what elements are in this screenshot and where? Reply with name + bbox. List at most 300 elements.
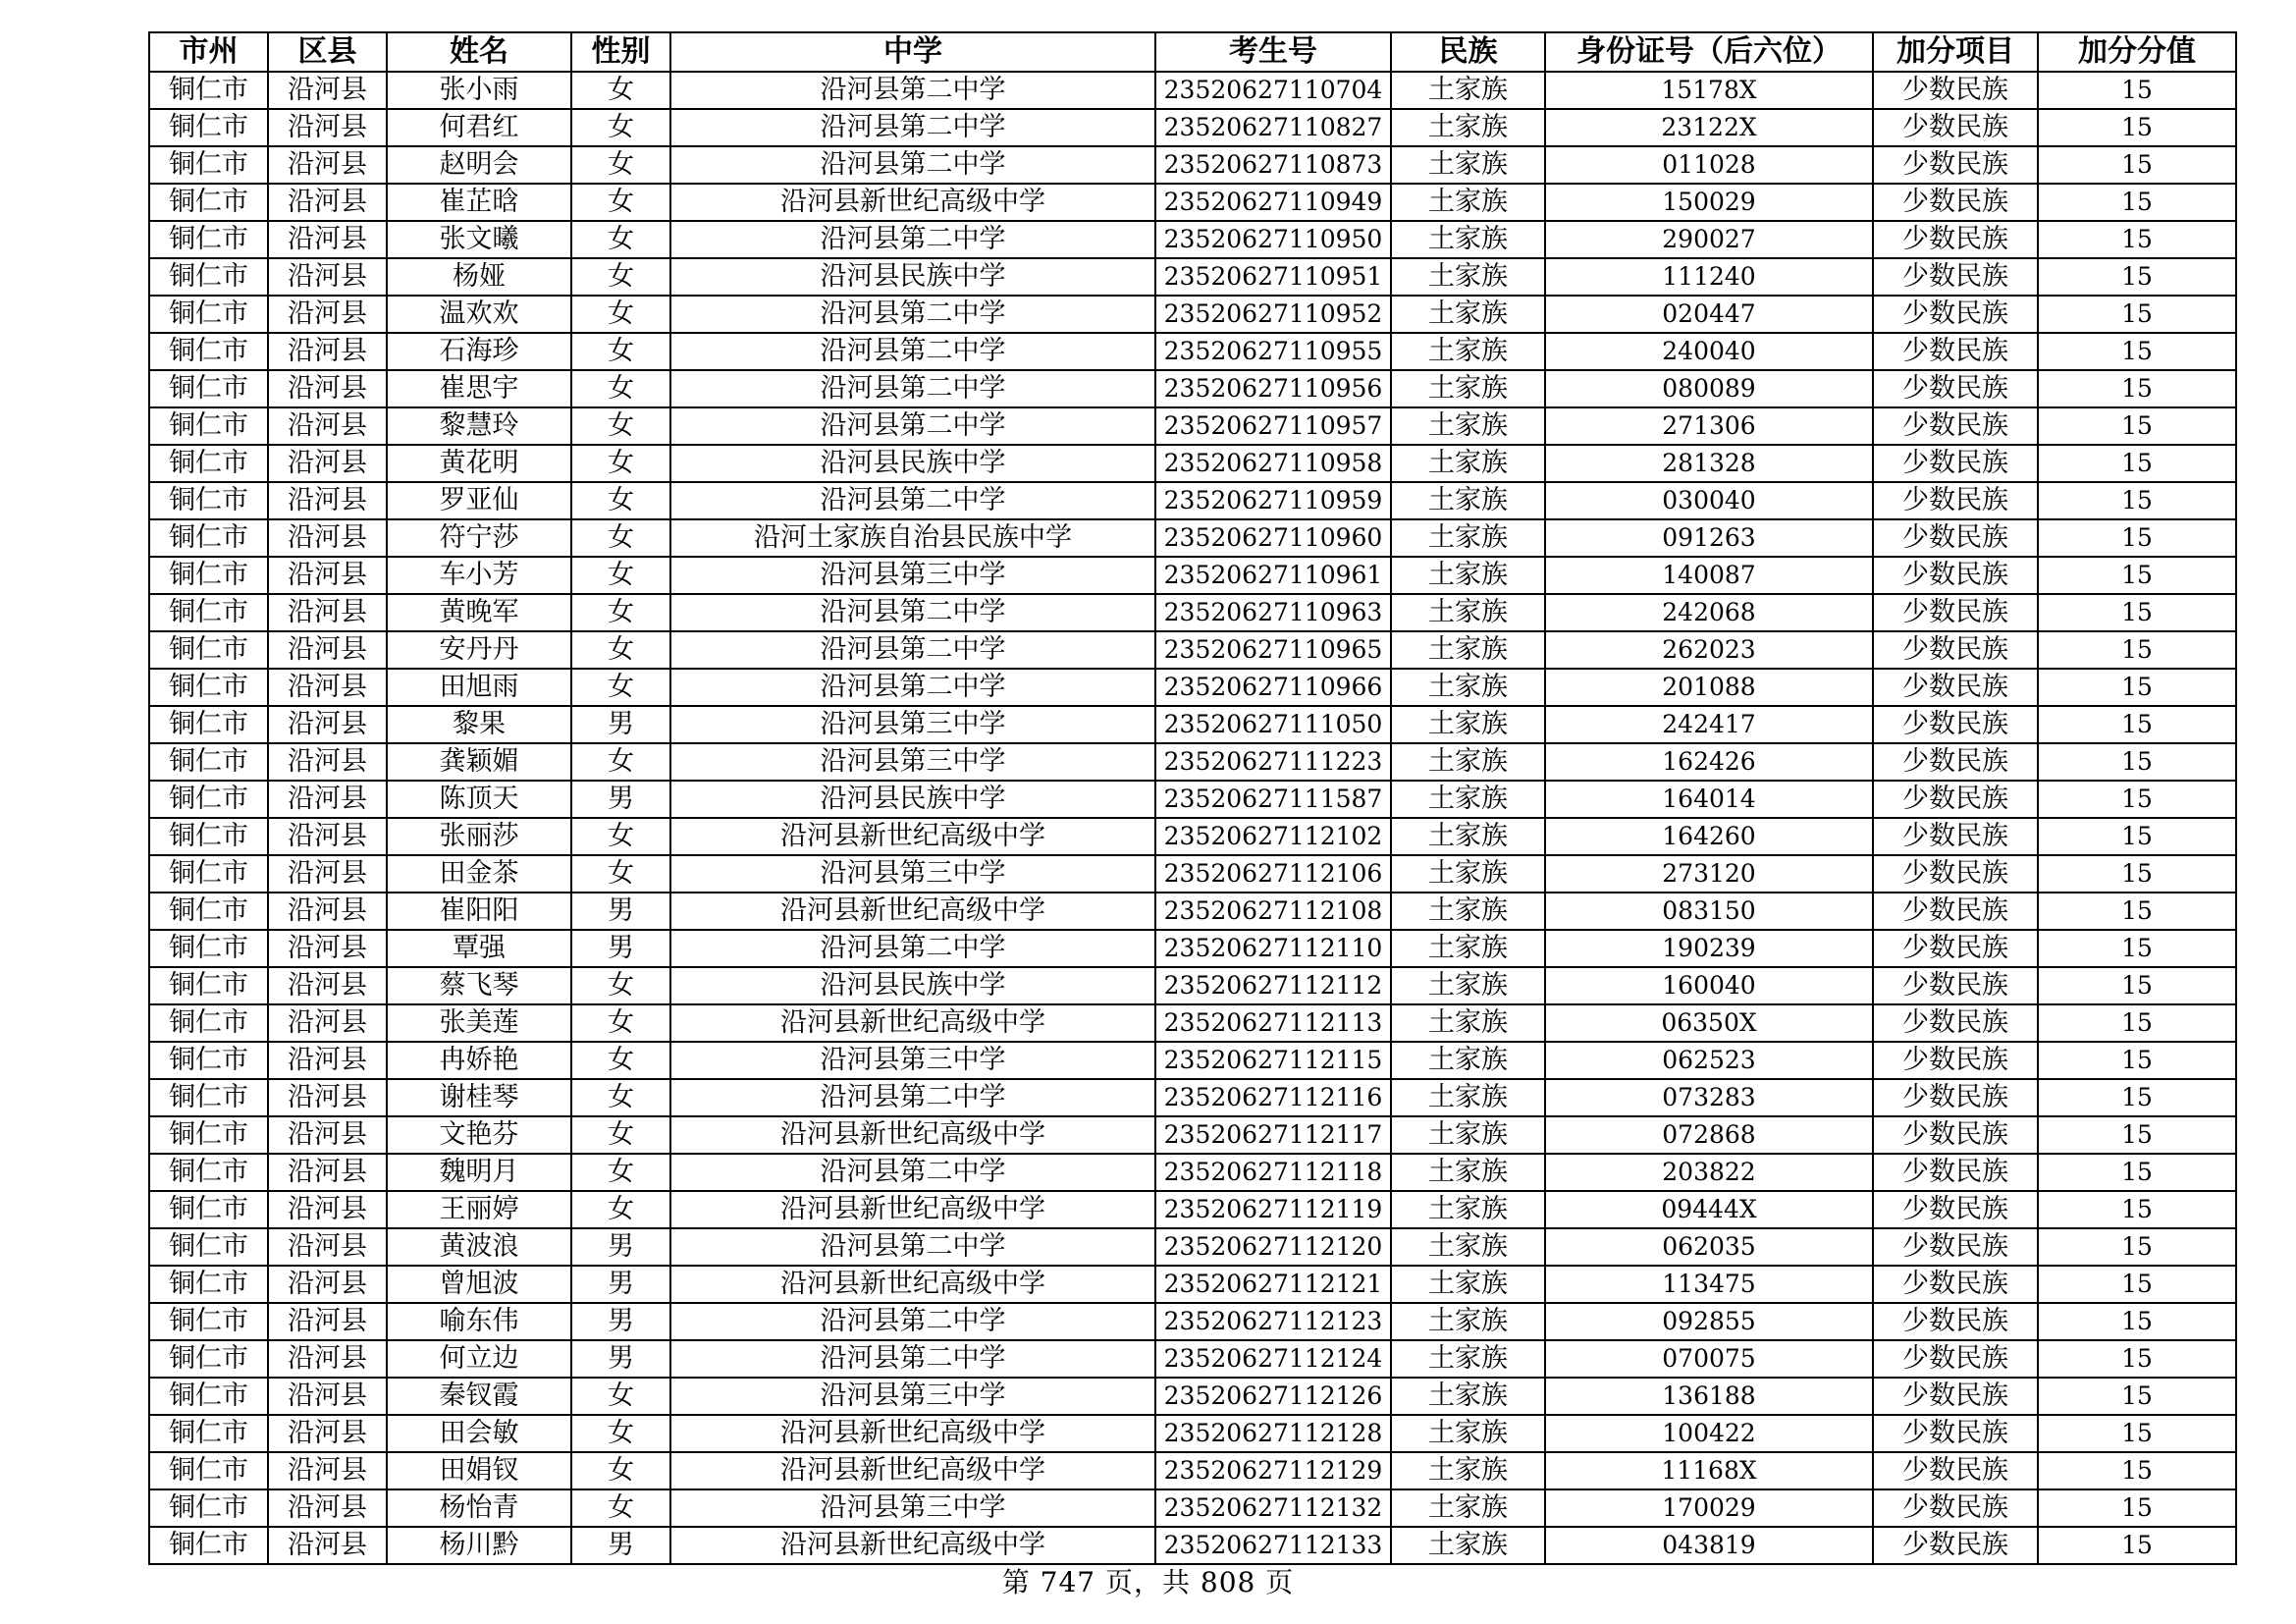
cell-school: 沿河县第三中学 <box>670 1489 1155 1527</box>
cell-ethnicity: 土家族 <box>1391 1191 1545 1228</box>
cell-bonus-value: 15 <box>2038 1004 2236 1042</box>
cell-gender: 女 <box>571 1154 670 1191</box>
table-row <box>149 1116 2236 1154</box>
cell-bonus-item: 少数民族 <box>1873 1079 2038 1116</box>
cell-exam-number: 23520627110952 <box>1155 296 1391 333</box>
cell-name: 杨川黔 <box>387 1527 571 1564</box>
cell-name: 田会敏 <box>387 1415 571 1452</box>
table-row <box>149 258 2236 296</box>
cell-name: 覃强 <box>387 930 571 967</box>
cell-city: 铜仁市 <box>149 1042 268 1079</box>
cell-id-last-six: 273120 <box>1545 855 1873 893</box>
cell-county: 沿河县 <box>268 855 387 893</box>
cell-bonus-value: 15 <box>2038 407 2236 445</box>
cell-id-last-six: 111240 <box>1545 258 1873 296</box>
cell-gender: 男 <box>571 1266 670 1303</box>
cell-bonus-value: 15 <box>2038 370 2236 407</box>
table-row <box>149 1154 2236 1191</box>
cell-ethnicity: 土家族 <box>1391 221 1545 258</box>
cell-bonus-value: 15 <box>2038 482 2236 519</box>
cell-exam-number: 23520627110959 <box>1155 482 1391 519</box>
cell-id-last-six: 240040 <box>1545 333 1873 370</box>
cell-county: 沿河县 <box>268 1116 387 1154</box>
cell-bonus-value: 15 <box>2038 669 2236 706</box>
cell-county: 沿河县 <box>268 1266 387 1303</box>
cell-name: 张美莲 <box>387 1004 571 1042</box>
cell-ethnicity: 土家族 <box>1391 1116 1545 1154</box>
cell-school: 沿河县第三中学 <box>670 743 1155 781</box>
cell-ethnicity: 土家族 <box>1391 370 1545 407</box>
cell-exam-number: 23520627110957 <box>1155 407 1391 445</box>
cell-id-last-six: 190239 <box>1545 930 1873 967</box>
table-row <box>149 1303 2236 1340</box>
cell-bonus-value: 15 <box>2038 184 2236 221</box>
cell-name: 崔思宇 <box>387 370 571 407</box>
cell-id-last-six: 242417 <box>1545 706 1873 743</box>
cell-school: 沿河县第二中学 <box>670 930 1155 967</box>
cell-school: 沿河县第三中学 <box>670 1042 1155 1079</box>
cell-city: 铜仁市 <box>149 1378 268 1415</box>
cell-gender: 女 <box>571 855 670 893</box>
cell-name: 何立边 <box>387 1340 571 1378</box>
table-row <box>149 482 2236 519</box>
cell-school: 沿河县第二中学 <box>670 482 1155 519</box>
cell-name: 龚颖媚 <box>387 743 571 781</box>
cell-ethnicity: 土家族 <box>1391 594 1545 631</box>
cell-bonus-item: 少数民族 <box>1873 706 2038 743</box>
table-row <box>149 1266 2236 1303</box>
cell-bonus-value: 15 <box>2038 72 2236 109</box>
table-row <box>149 631 2236 669</box>
cell-school: 沿河县第三中学 <box>670 706 1155 743</box>
cell-city: 铜仁市 <box>149 445 268 482</box>
cell-id-last-six: 281328 <box>1545 445 1873 482</box>
page-number-footer: 第 747 页，共 808 页 <box>1001 1566 1295 1598</box>
cell-name: 田金茶 <box>387 855 571 893</box>
cell-city: 铜仁市 <box>149 1489 268 1527</box>
cell-bonus-value: 15 <box>2038 221 2236 258</box>
cell-gender: 男 <box>571 893 670 930</box>
table-row <box>149 594 2236 631</box>
cell-exam-number: 23520627110951 <box>1155 258 1391 296</box>
cell-ethnicity: 土家族 <box>1391 1527 1545 1564</box>
cell-county: 沿河县 <box>268 930 387 967</box>
cell-id-last-six: 06350X <box>1545 1004 1873 1042</box>
table-row <box>149 445 2236 482</box>
cell-id-last-six: 164260 <box>1545 818 1873 855</box>
cell-id-last-six: 201088 <box>1545 669 1873 706</box>
cell-bonus-value: 15 <box>2038 1378 2236 1415</box>
cell-gender: 女 <box>571 557 670 594</box>
cell-exam-number: 23520627110950 <box>1155 221 1391 258</box>
cell-school: 沿河县新世纪高级中学 <box>670 1004 1155 1042</box>
cell-ethnicity: 土家族 <box>1391 631 1545 669</box>
data-table-container <box>148 31 2235 1565</box>
cell-name: 黄花明 <box>387 445 571 482</box>
cell-id-last-six: 113475 <box>1545 1266 1873 1303</box>
cell-exam-number: 23520627110966 <box>1155 669 1391 706</box>
cell-school: 沿河县第二中学 <box>670 669 1155 706</box>
cell-school: 沿河县新世纪高级中学 <box>670 1452 1155 1489</box>
cell-exam-number: 23520627112121 <box>1155 1266 1391 1303</box>
cell-school: 沿河县第二中学 <box>670 1154 1155 1191</box>
cell-bonus-item: 少数民族 <box>1873 482 2038 519</box>
cell-id-last-six: 271306 <box>1545 407 1873 445</box>
table-row <box>149 1527 2236 1564</box>
cell-bonus-item: 少数民族 <box>1873 669 2038 706</box>
cell-bonus-value: 15 <box>2038 146 2236 184</box>
cell-id-last-six: 011028 <box>1545 146 1873 184</box>
cell-bonus-item: 少数民族 <box>1873 184 2038 221</box>
cell-ethnicity: 土家族 <box>1391 407 1545 445</box>
cell-name: 崔阳阳 <box>387 893 571 930</box>
table-row <box>149 1042 2236 1079</box>
cell-bonus-item: 少数民族 <box>1873 1228 2038 1266</box>
cell-bonus-item: 少数民族 <box>1873 72 2038 109</box>
cell-county: 沿河县 <box>268 258 387 296</box>
cell-exam-number: 23520627112113 <box>1155 1004 1391 1042</box>
cell-name: 陈顶天 <box>387 781 571 818</box>
cell-gender: 女 <box>571 631 670 669</box>
table-row <box>149 296 2236 333</box>
cell-gender: 女 <box>571 1489 670 1527</box>
header-county: 区县 <box>268 32 387 72</box>
cell-exam-number: 23520627112120 <box>1155 1228 1391 1266</box>
cell-exam-number: 23520627112112 <box>1155 967 1391 1004</box>
cell-exam-number: 23520627112118 <box>1155 1154 1391 1191</box>
cell-county: 沿河县 <box>268 1527 387 1564</box>
cell-id-last-six: 062523 <box>1545 1042 1873 1079</box>
cell-county: 沿河县 <box>268 184 387 221</box>
cell-ethnicity: 土家族 <box>1391 1415 1545 1452</box>
table-row <box>149 706 2236 743</box>
cell-id-last-six: 290027 <box>1545 221 1873 258</box>
cell-exam-number: 23520627112117 <box>1155 1116 1391 1154</box>
cell-county: 沿河县 <box>268 706 387 743</box>
header-city: 市州 <box>149 32 268 72</box>
cell-name: 杨娅 <box>387 258 571 296</box>
cell-school: 沿河县第三中学 <box>670 557 1155 594</box>
cell-ethnicity: 土家族 <box>1391 1042 1545 1079</box>
cell-bonus-value: 15 <box>2038 706 2236 743</box>
cell-ethnicity: 土家族 <box>1391 1452 1545 1489</box>
cell-bonus-item: 少数民族 <box>1873 967 2038 1004</box>
cell-exam-number: 23520627110958 <box>1155 445 1391 482</box>
cell-bonus-item: 少数民族 <box>1873 407 2038 445</box>
cell-city: 铜仁市 <box>149 1340 268 1378</box>
cell-bonus-item: 少数民族 <box>1873 445 2038 482</box>
cell-name: 杨怡青 <box>387 1489 571 1527</box>
cell-name: 黎果 <box>387 706 571 743</box>
cell-bonus-item: 少数民族 <box>1873 333 2038 370</box>
cell-bonus-value: 15 <box>2038 1303 2236 1340</box>
cell-bonus-item: 少数民族 <box>1873 146 2038 184</box>
cell-name: 张小雨 <box>387 72 571 109</box>
cell-id-last-six: 160040 <box>1545 967 1873 1004</box>
cell-gender: 女 <box>571 370 670 407</box>
cell-city: 铜仁市 <box>149 1004 268 1042</box>
cell-ethnicity: 土家族 <box>1391 146 1545 184</box>
cell-bonus-item: 少数民族 <box>1873 1154 2038 1191</box>
table-row <box>149 855 2236 893</box>
cell-id-last-six: 062035 <box>1545 1228 1873 1266</box>
cell-exam-number: 23520627112115 <box>1155 1042 1391 1079</box>
cell-school: 沿河县第二中学 <box>670 370 1155 407</box>
cell-county: 沿河县 <box>268 1079 387 1116</box>
cell-city: 铜仁市 <box>149 930 268 967</box>
cell-ethnicity: 土家族 <box>1391 1340 1545 1378</box>
table-row <box>149 370 2236 407</box>
cell-gender: 女 <box>571 333 670 370</box>
cell-bonus-item: 少数民族 <box>1873 855 2038 893</box>
cell-county: 沿河县 <box>268 221 387 258</box>
cell-id-last-six: 092855 <box>1545 1303 1873 1340</box>
table-row <box>149 221 2236 258</box>
cell-gender: 女 <box>571 1191 670 1228</box>
cell-id-last-six: 262023 <box>1545 631 1873 669</box>
cell-county: 沿河县 <box>268 1489 387 1527</box>
cell-ethnicity: 土家族 <box>1391 743 1545 781</box>
cell-ethnicity: 土家族 <box>1391 445 1545 482</box>
table-row <box>149 1004 2236 1042</box>
cell-county: 沿河县 <box>268 1154 387 1191</box>
cell-county: 沿河县 <box>268 669 387 706</box>
header-school: 中学 <box>670 32 1155 72</box>
cell-county: 沿河县 <box>268 743 387 781</box>
header-bonus-value: 加分分值 <box>2038 32 2236 72</box>
cell-ethnicity: 土家族 <box>1391 333 1545 370</box>
cell-school: 沿河县第二中学 <box>670 407 1155 445</box>
cell-ethnicity: 土家族 <box>1391 855 1545 893</box>
cell-name: 田旭雨 <box>387 669 571 706</box>
cell-ethnicity: 土家族 <box>1391 1154 1545 1191</box>
cell-school: 沿河土家族自治县民族中学 <box>670 519 1155 557</box>
cell-school: 沿河县新世纪高级中学 <box>670 184 1155 221</box>
cell-bonus-value: 15 <box>2038 519 2236 557</box>
cell-bonus-value: 15 <box>2038 631 2236 669</box>
cell-exam-number: 23520627112106 <box>1155 855 1391 893</box>
cell-school: 沿河县第二中学 <box>670 72 1155 109</box>
cell-school: 沿河县新世纪高级中学 <box>670 1191 1155 1228</box>
cell-city: 铜仁市 <box>149 818 268 855</box>
cell-gender: 女 <box>571 109 670 146</box>
cell-name: 王丽婷 <box>387 1191 571 1228</box>
cell-bonus-value: 15 <box>2038 557 2236 594</box>
header-bonus-item: 加分项目 <box>1873 32 2038 72</box>
cell-county: 沿河县 <box>268 631 387 669</box>
table-row <box>149 1340 2236 1378</box>
cell-id-last-six: 15178X <box>1545 72 1873 109</box>
cell-school: 沿河县第三中学 <box>670 855 1155 893</box>
cell-school: 沿河县民族中学 <box>670 781 1155 818</box>
cell-gender: 男 <box>571 1228 670 1266</box>
cell-school: 沿河县民族中学 <box>670 258 1155 296</box>
table-row <box>149 72 2236 109</box>
cell-bonus-value: 15 <box>2038 1266 2236 1303</box>
cell-exam-number: 23520627112124 <box>1155 1340 1391 1378</box>
cell-exam-number: 23520627112102 <box>1155 818 1391 855</box>
table-row <box>149 1228 2236 1266</box>
table-row <box>149 967 2236 1004</box>
cell-county: 沿河县 <box>268 1415 387 1452</box>
cell-bonus-value: 15 <box>2038 781 2236 818</box>
cell-city: 铜仁市 <box>149 855 268 893</box>
cell-ethnicity: 土家族 <box>1391 1489 1545 1527</box>
cell-bonus-value: 15 <box>2038 1489 2236 1527</box>
cell-ethnicity: 土家族 <box>1391 72 1545 109</box>
cell-bonus-item: 少数民族 <box>1873 1004 2038 1042</box>
cell-bonus-value: 15 <box>2038 258 2236 296</box>
cell-school: 沿河县第二中学 <box>670 1228 1155 1266</box>
table-row <box>149 519 2236 557</box>
cell-school: 沿河县第二中学 <box>670 594 1155 631</box>
cell-city: 铜仁市 <box>149 1228 268 1266</box>
cell-school: 沿河县第二中学 <box>670 296 1155 333</box>
cell-county: 沿河县 <box>268 72 387 109</box>
cell-gender: 女 <box>571 519 670 557</box>
cell-county: 沿河县 <box>268 333 387 370</box>
cell-city: 铜仁市 <box>149 221 268 258</box>
table-row <box>149 109 2236 146</box>
cell-id-last-six: 140087 <box>1545 557 1873 594</box>
cell-name: 秦钗霞 <box>387 1378 571 1415</box>
cell-id-last-six: 136188 <box>1545 1378 1873 1415</box>
cell-bonus-value: 15 <box>2038 1116 2236 1154</box>
cell-bonus-value: 15 <box>2038 930 2236 967</box>
table-row <box>149 781 2236 818</box>
cell-gender: 男 <box>571 1303 670 1340</box>
cell-gender: 女 <box>571 482 670 519</box>
cell-bonus-value: 15 <box>2038 333 2236 370</box>
cell-bonus-item: 少数民族 <box>1873 1042 2038 1079</box>
cell-exam-number: 23520627112132 <box>1155 1489 1391 1527</box>
cell-exam-number: 23520627110873 <box>1155 146 1391 184</box>
table-row <box>149 407 2236 445</box>
cell-county: 沿河县 <box>268 370 387 407</box>
table-row <box>149 893 2236 930</box>
cell-gender: 女 <box>571 1415 670 1452</box>
cell-gender: 女 <box>571 1378 670 1415</box>
cell-city: 铜仁市 <box>149 557 268 594</box>
cell-exam-number: 23520627110965 <box>1155 631 1391 669</box>
table-row <box>149 146 2236 184</box>
cell-city: 铜仁市 <box>149 893 268 930</box>
cell-gender: 女 <box>571 967 670 1004</box>
cell-id-last-six: 070075 <box>1545 1340 1873 1378</box>
cell-exam-number: 23520627110704 <box>1155 72 1391 109</box>
cell-ethnicity: 土家族 <box>1391 258 1545 296</box>
cell-name: 蔡飞琴 <box>387 967 571 1004</box>
cell-name: 田娟钗 <box>387 1452 571 1489</box>
cell-bonus-item: 少数民族 <box>1873 557 2038 594</box>
cell-ethnicity: 土家族 <box>1391 1228 1545 1266</box>
cell-county: 沿河县 <box>268 893 387 930</box>
cell-bonus-item: 少数民族 <box>1873 930 2038 967</box>
cell-ethnicity: 土家族 <box>1391 1266 1545 1303</box>
table-row <box>149 818 2236 855</box>
cell-gender: 女 <box>571 184 670 221</box>
cell-county: 沿河县 <box>268 407 387 445</box>
table-row <box>149 1079 2236 1116</box>
cell-bonus-value: 15 <box>2038 967 2236 1004</box>
cell-bonus-item: 少数民族 <box>1873 1191 2038 1228</box>
cell-bonus-item: 少数民族 <box>1873 1378 2038 1415</box>
cell-name: 石海珍 <box>387 333 571 370</box>
cell-school: 沿河县第二中学 <box>670 109 1155 146</box>
cell-exam-number: 23520627110949 <box>1155 184 1391 221</box>
cell-bonus-value: 15 <box>2038 1527 2236 1564</box>
table-row <box>149 1415 2236 1452</box>
cell-ethnicity: 土家族 <box>1391 1004 1545 1042</box>
header-id-last-six: 身份证号（后六位） <box>1545 32 1873 72</box>
cell-id-last-six: 100422 <box>1545 1415 1873 1452</box>
cell-bonus-value: 15 <box>2038 818 2236 855</box>
cell-county: 沿河县 <box>268 1452 387 1489</box>
cell-county: 沿河县 <box>268 1340 387 1378</box>
cell-county: 沿河县 <box>268 594 387 631</box>
cell-ethnicity: 土家族 <box>1391 706 1545 743</box>
cell-city: 铜仁市 <box>149 1415 268 1452</box>
cell-county: 沿河县 <box>268 818 387 855</box>
cell-name: 张文曦 <box>387 221 571 258</box>
cell-exam-number: 23520627112123 <box>1155 1303 1391 1340</box>
cell-name: 安丹丹 <box>387 631 571 669</box>
cell-gender: 女 <box>571 72 670 109</box>
cell-bonus-item: 少数民族 <box>1873 1452 2038 1489</box>
cell-county: 沿河县 <box>268 1228 387 1266</box>
cell-gender: 男 <box>571 1340 670 1378</box>
cell-school: 沿河县新世纪高级中学 <box>670 818 1155 855</box>
cell-school: 沿河县第二中学 <box>670 221 1155 258</box>
cell-gender: 女 <box>571 258 670 296</box>
cell-bonus-item: 少数民族 <box>1873 519 2038 557</box>
header-ethnicity: 民族 <box>1391 32 1545 72</box>
cell-exam-number: 23520627110955 <box>1155 333 1391 370</box>
cell-name: 符宁莎 <box>387 519 571 557</box>
cell-city: 铜仁市 <box>149 967 268 1004</box>
cell-bonus-value: 15 <box>2038 743 2236 781</box>
cell-gender: 女 <box>571 407 670 445</box>
cell-county: 沿河县 <box>268 445 387 482</box>
cell-name: 黄波浪 <box>387 1228 571 1266</box>
cell-ethnicity: 土家族 <box>1391 1079 1545 1116</box>
cell-exam-number: 23520627110961 <box>1155 557 1391 594</box>
cell-exam-number: 23520627110960 <box>1155 519 1391 557</box>
cell-bonus-value: 15 <box>2038 1079 2236 1116</box>
cell-name: 魏明月 <box>387 1154 571 1191</box>
cell-gender: 男 <box>571 1527 670 1564</box>
cell-bonus-item: 少数民族 <box>1873 296 2038 333</box>
table-body <box>149 72 2236 1564</box>
cell-ethnicity: 土家族 <box>1391 781 1545 818</box>
cell-county: 沿河县 <box>268 146 387 184</box>
cell-id-last-six: 23122X <box>1545 109 1873 146</box>
cell-city: 铜仁市 <box>149 781 268 818</box>
cell-name: 何君红 <box>387 109 571 146</box>
cell-id-last-six: 020447 <box>1545 296 1873 333</box>
cell-city: 铜仁市 <box>149 370 268 407</box>
cell-exam-number: 23520627112119 <box>1155 1191 1391 1228</box>
cell-school: 沿河县第二中学 <box>670 1079 1155 1116</box>
cell-county: 沿河县 <box>268 519 387 557</box>
cell-school: 沿河县第二中学 <box>670 333 1155 370</box>
cell-id-last-six: 080089 <box>1545 370 1873 407</box>
cell-name: 黎慧玲 <box>387 407 571 445</box>
cell-school: 沿河县第二中学 <box>670 631 1155 669</box>
cell-ethnicity: 土家族 <box>1391 1303 1545 1340</box>
table-row <box>149 669 2236 706</box>
cell-school: 沿河县民族中学 <box>670 445 1155 482</box>
